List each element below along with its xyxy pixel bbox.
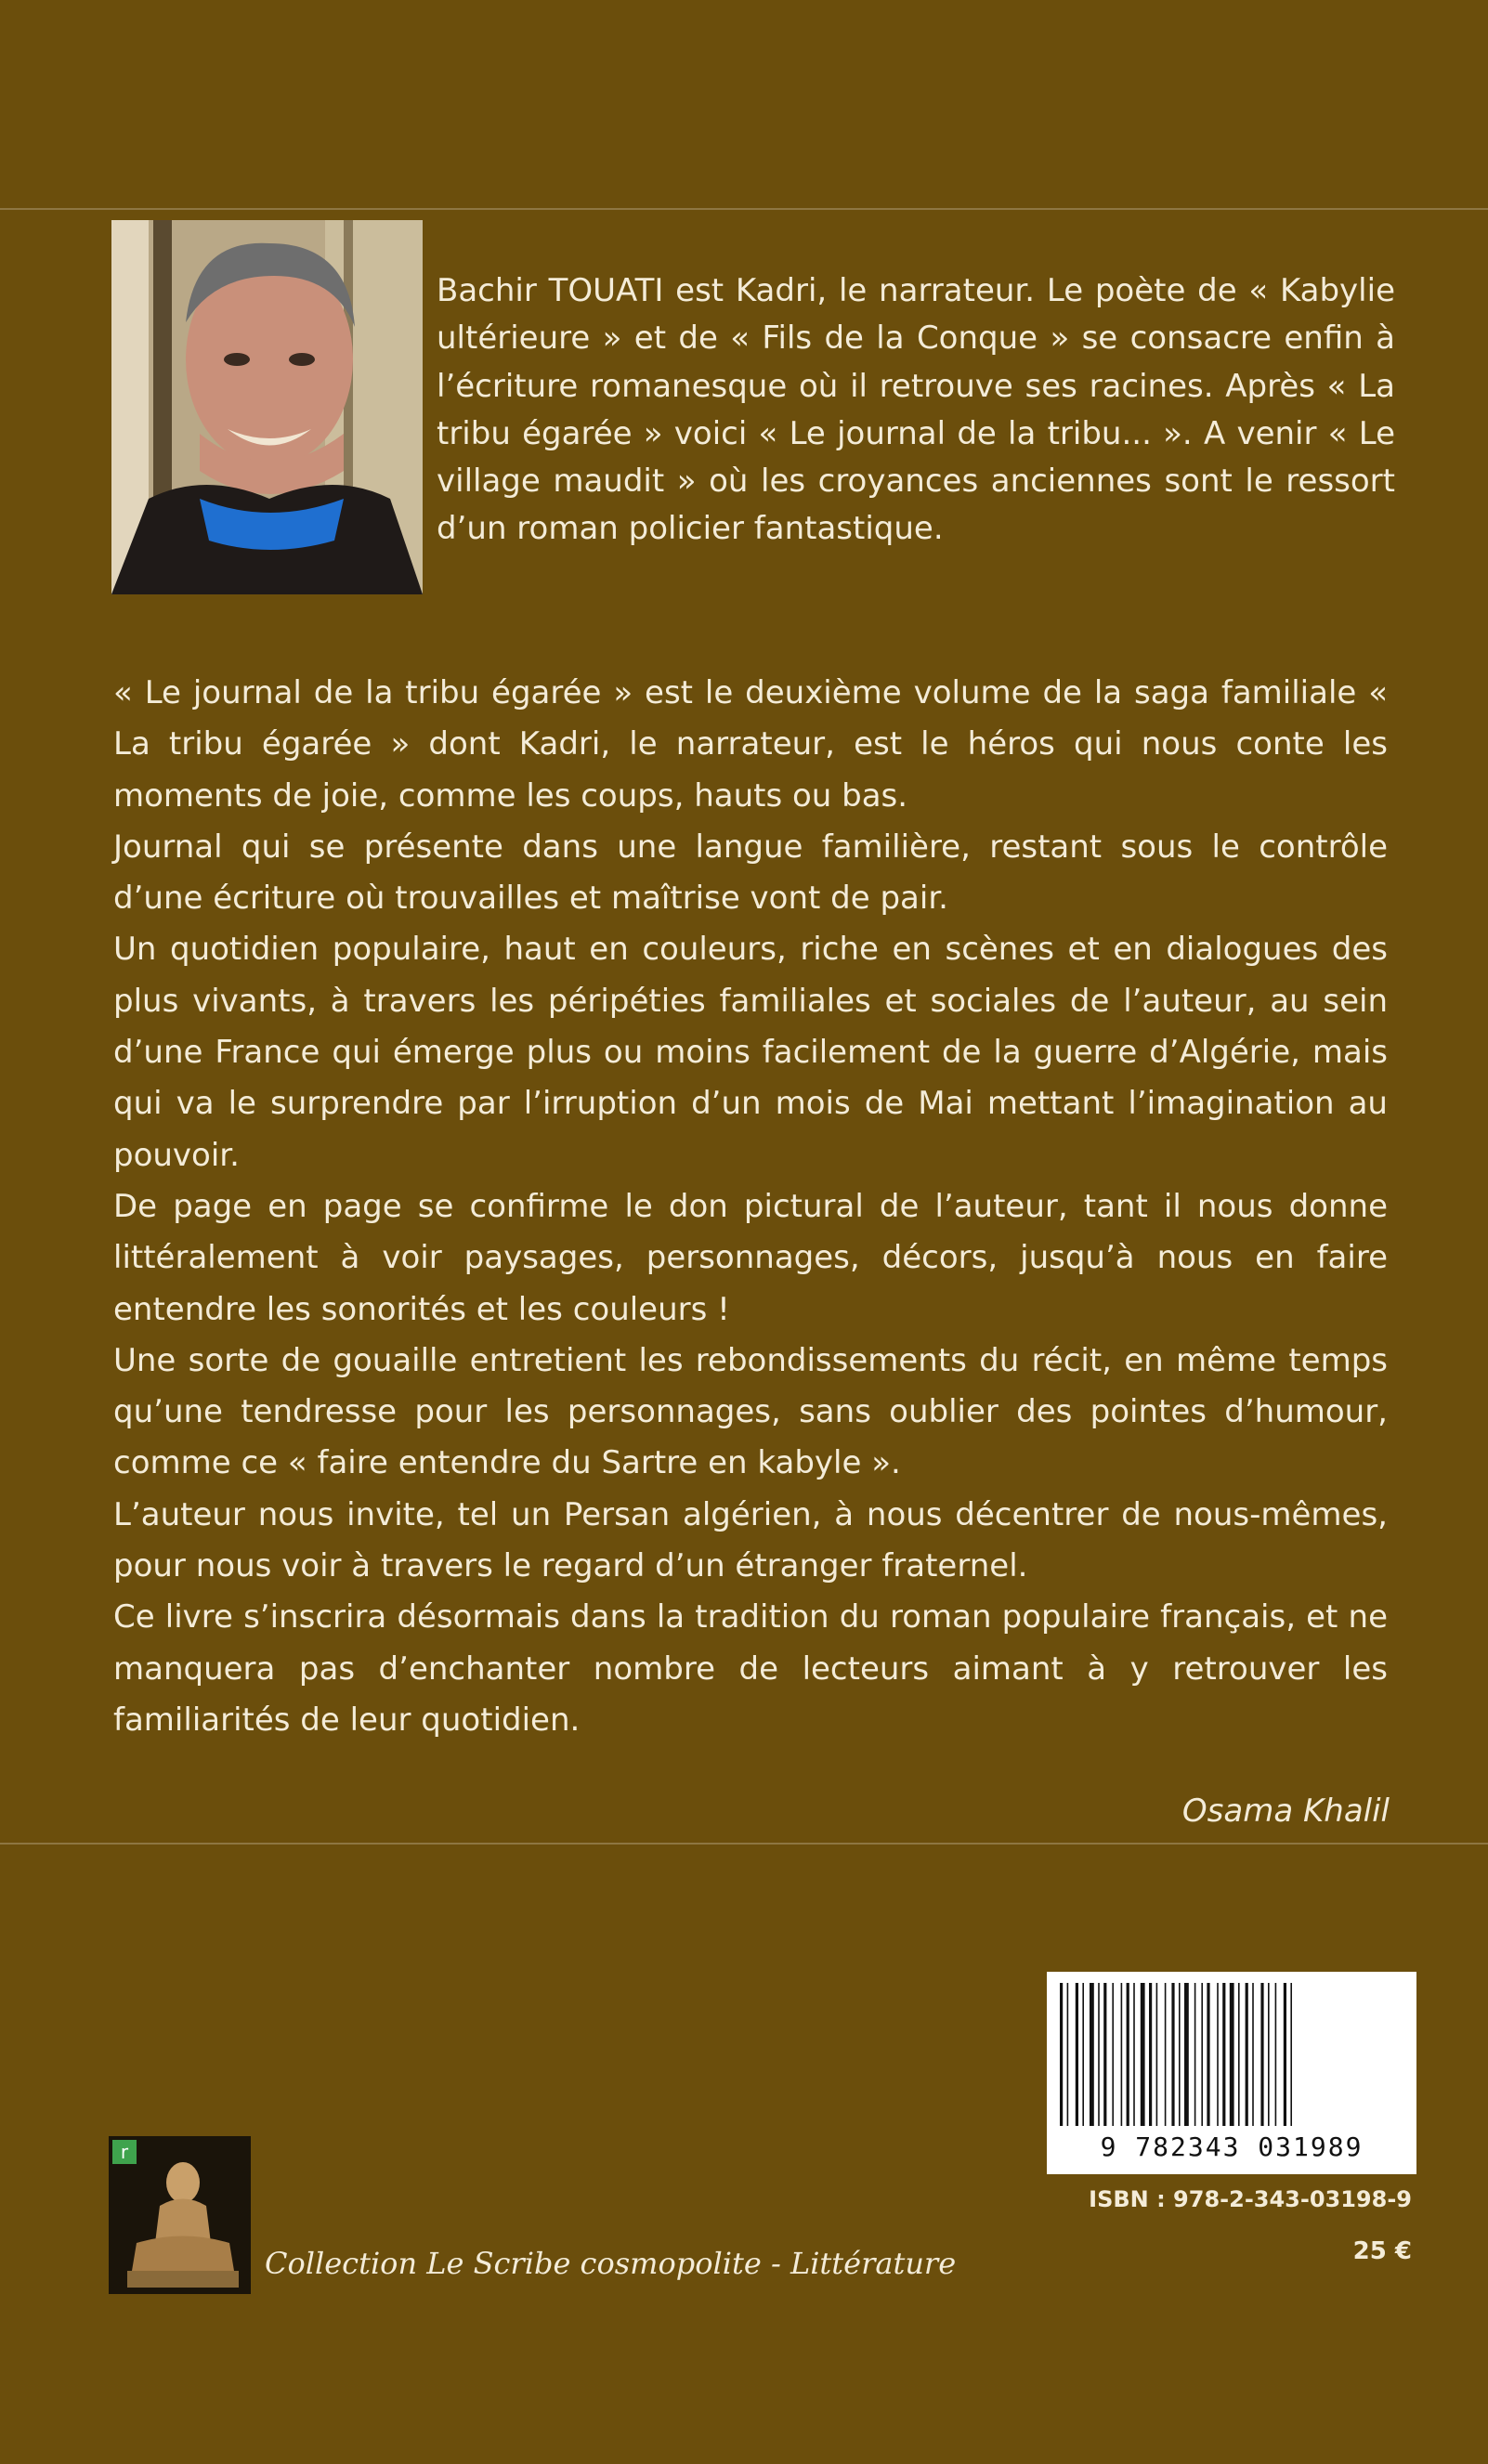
barcode-bar bbox=[1194, 1983, 1196, 2126]
review-paragraph: « Le journal de la tribu égarée » est le deuxième volume de la saga familiale « La tribu égarée » dont Kadri, le narrateur, est le héros qui nous conte les moments de joie, comme les coups, hauts ou bas. bbox=[113, 674, 1388, 815]
barcode-bar bbox=[1076, 1983, 1078, 2126]
barcode-bar bbox=[1284, 1983, 1286, 2126]
review-signature: Osama Khalil bbox=[1181, 1793, 1390, 1830]
barcode-bar bbox=[1260, 1983, 1263, 2126]
barcode-bar bbox=[1121, 1983, 1123, 2126]
barcode-bar bbox=[1171, 1983, 1174, 2126]
barcode-bar bbox=[1222, 1983, 1225, 2126]
top-rule bbox=[0, 208, 1488, 210]
barcode bbox=[1047, 1972, 1416, 2174]
barcode-bar bbox=[1252, 1983, 1254, 2126]
barcode-bar bbox=[1165, 1983, 1167, 2126]
barcode-bar bbox=[1268, 1983, 1270, 2126]
barcode-bar bbox=[1230, 1983, 1234, 2126]
barcode-bar bbox=[1060, 1983, 1063, 2126]
barcode-bar bbox=[1082, 1983, 1084, 2126]
barcode-bar bbox=[1103, 1983, 1106, 2126]
barcode-bar bbox=[1207, 1983, 1209, 2126]
collection-name: Collection Le Scribe cosmopolite - Littérature bbox=[265, 2246, 957, 2281]
review-text bbox=[113, 668, 1388, 1746]
barcode-bar bbox=[1090, 1983, 1094, 2126]
price: 25 € bbox=[1352, 2237, 1412, 2265]
review-paragraph: Journal qui se présente dans une langue familière, restant sous le contrôle d’une écriture où trouvailles et maîtrise vont de pair. bbox=[113, 828, 1388, 918]
author-bio: Bachir TOUATI est Kadri, le narrateur. Le poète de « Kabylie ultérieure » et de « Fils de la Conque » se consacre enfin à l’écriture romanesque où il retrouve ses racines. Après « La tribu égarée » voici « Le journal de la tribu... ». A venir « Le village maudit » où les croyances anciennes sont le ressort d’un roman policier fantastique. bbox=[437, 272, 1395, 548]
publisher-logo bbox=[109, 2136, 251, 2294]
barcode-bar bbox=[1133, 1983, 1135, 2126]
barcode-bar bbox=[1290, 1983, 1292, 2126]
review-paragraph: Une sorte de gouaille entretient les rebondissements du récit, en même temps qu’une tendresse pour les personnages, sans oublier des pointes d’humour, comme ce « faire entendre du Sartre en kabyle ». bbox=[113, 1341, 1388, 1482]
barcode-bar bbox=[1184, 1983, 1189, 2126]
barcode-bar bbox=[1067, 1983, 1069, 2126]
barcode-bar bbox=[1217, 1983, 1219, 2126]
barcode-digits: 9 782343 031989 bbox=[1100, 2132, 1364, 2162]
barcode-bar bbox=[1179, 1983, 1181, 2126]
barcode-bar bbox=[1141, 1983, 1145, 2126]
barcode-bar bbox=[1246, 1983, 1248, 2126]
barcode-bar bbox=[1156, 1983, 1158, 2126]
middle-rule bbox=[0, 1843, 1488, 1845]
review-paragraph: Ce livre s’inscrira désormais dans la tradition du roman populaire français, et ne manquera pas d’enchanter nombre de lecteurs aimant à y retrouver les familiarités de leur quotidien. bbox=[113, 1598, 1388, 1739]
review-paragraph: L’auteur nous invite, tel un Persan algérien, à nous décentrer de nous-mêmes, pour nous voir à travers le regard d’un étranger fraternel. bbox=[113, 1495, 1388, 1585]
logo-letter: r bbox=[120, 2141, 129, 2163]
barcode-bar bbox=[1098, 1983, 1100, 2126]
barcode-bar bbox=[1112, 1983, 1114, 2126]
barcode-bar bbox=[1275, 1983, 1277, 2126]
barcode-bars bbox=[1047, 1972, 1416, 2132]
review-paragraph: De page en page se confirme le don pictural de l’auteur, tant il nous donne littéralement à voir paysages, personnages, décors, jusqu’à nous en faire entendre les sonorités et les couleurs ! bbox=[113, 1187, 1388, 1328]
isbn: ISBN : 978-2-343-03198-9 bbox=[1089, 2186, 1412, 2212]
barcode-bar bbox=[1149, 1983, 1152, 2126]
author-photo bbox=[111, 220, 423, 594]
barcode-bar bbox=[1238, 1983, 1240, 2126]
barcode-bar bbox=[1127, 1983, 1129, 2126]
review-paragraph: Un quotidien populaire, haut en couleurs, riche en scènes et en dialogues des plus vivants, à travers les péripéties familiales et sociales de l’auteur, au sein d’une France qui émerge plus ou moins facilement de la guerre d’Algérie, mais qui va le surprendre par l’irruption d’un mois de Mai mettant l’imagination au pouvoir. bbox=[113, 931, 1388, 1174]
barcode-bar bbox=[1201, 1983, 1203, 2126]
